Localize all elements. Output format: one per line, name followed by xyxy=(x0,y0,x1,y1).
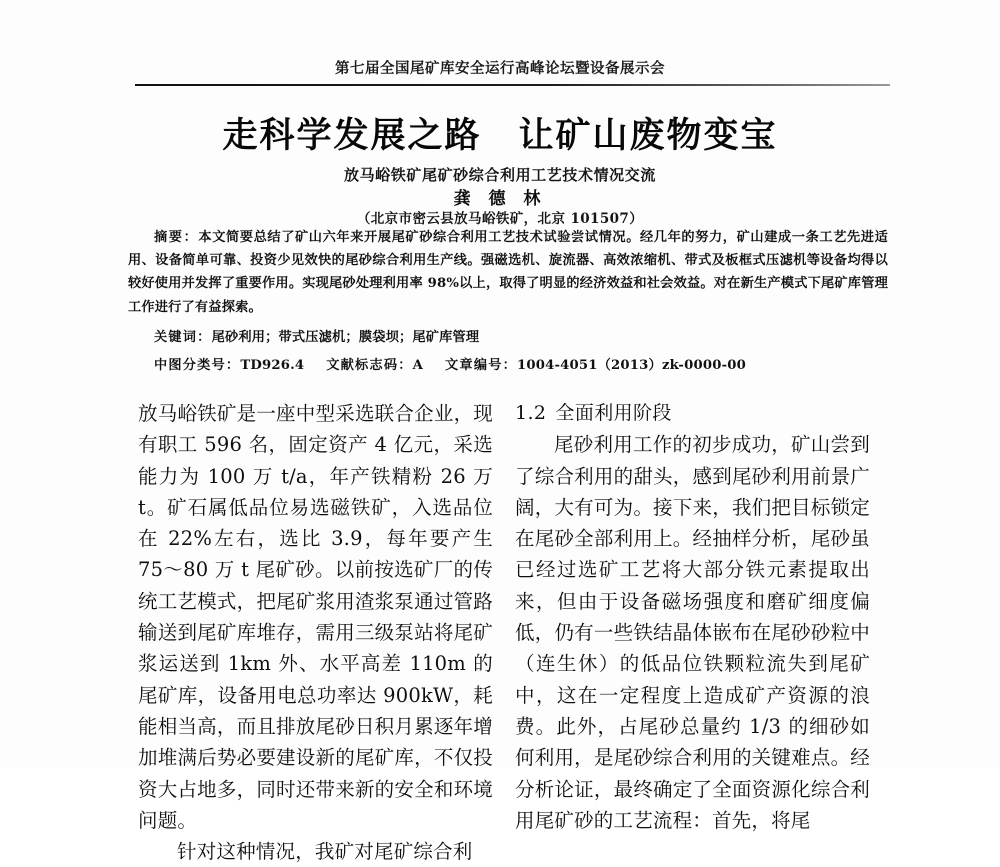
abstract-block xyxy=(128,226,888,377)
clc-value: TD926.4 xyxy=(240,358,305,374)
doc-code-label: 文献标志码： xyxy=(326,358,413,374)
header-rule xyxy=(135,84,890,86)
abstract-paragraph xyxy=(128,226,888,319)
section-number: 1.2 xyxy=(515,402,547,424)
body-column-left xyxy=(138,398,493,867)
section-heading xyxy=(515,398,870,429)
abstract-text: 本文简要总结了矿山六年来开展尾矿砂综合利用工艺技术试验尝试情况。经几年的努力，矿山建成一条工艺先进适用、设备简单可靠、投资少见效快的尾砂综合利用生产线。强磁选机、旋流器、高效浓缩机、带式及板框式压滤机等设备均得以较好使用并发挥了重要作用。实现尾砂处理利用率 98%以上，取得了明显的经济效益和社会效益。对在新生产模式下尾矿库管理工作进行了有益探索。 xyxy=(128,230,888,315)
subtitle: 放马峪铁矿尾矿砂综合利用工艺技术情况交流 xyxy=(343,166,656,184)
keywords-line xyxy=(128,326,888,349)
paragraph: 尾砂利用工作的初步成功，矿山尝到了综合利用的甜头，感到尾砂利用前景广阔，大有可为。接下来，我们把目标锁定在尾砂全部利用上。经抽样分析，尾砂虽已经过选矿工艺将大部分铁元素提取出来，但由于设备磁场强度和磨矿细度偏低，仍有一些铁结晶体嵌布在尾砂砂粒中（连生休）的低品位铁颗粒流失到尾矿中，这在一定程度上造成矿产资源的浪费。此外，占尾砂总量约 1/3 的细砂如何利用，是尾砂综合利用的关键难点。经分析论证，最终确定了全面资源化综合利用尾矿砂的工艺流程：首先，将尾 xyxy=(515,433,870,832)
author-name: 龚 德 林 xyxy=(453,189,547,209)
body-column-right xyxy=(515,398,870,836)
running-header: 第七届全国尾矿库安全运行高峰论坛暨设备展示会 xyxy=(335,60,665,77)
article-id-label: 文章编号： xyxy=(445,358,517,374)
abstract-label: 摘要： xyxy=(154,230,199,245)
doc-code-value: A xyxy=(412,358,424,374)
page-title: 走科学发展之路 让矿山废物变宝 xyxy=(222,115,778,156)
section-title: 全面利用阶段 xyxy=(555,402,672,424)
article-id-value: 1004-4051（2013）zk-0000-00 xyxy=(516,358,747,374)
paragraph: 放马峪铁矿是一座中型采选联合企业，现有职工 596 名，固定资产 4 亿元，采选能力为 100 万 t/a，年产铁精粉 26 万 t。矿石属低品位易选磁铁矿，入选品位在 22%左右，选比 3.9，每年要产生 75～80 万 t 尾矿砂。以前按选矿厂的传统工艺模式，把尾矿浆用渣浆泵通过管路输送到尾矿库堆存，需用三级泵站将尾矿浆运送到 1km 外、水平高差 110m 的尾矿库，设备用电总功率达 900kW，耗能相当高，而且排放尾砂日积月累逐年增加堆满后势必要建设新的尾矿库，不仅投资大占地多，同时还带来新的安全和环境问题。 xyxy=(138,402,493,832)
classification-line xyxy=(128,354,888,377)
paragraph: 针对这种情况，我矿对尾矿综合利 xyxy=(177,840,473,864)
author-affiliation: （北京市密云县放马峪铁矿，北京 101507） xyxy=(356,211,644,227)
keywords-label: 关键词： xyxy=(154,329,212,345)
keywords-text: 尾砂利用；带式压滤机；膜袋坝；尾矿库管理 xyxy=(211,329,480,345)
clc-label: 中图分类号： xyxy=(154,358,241,374)
